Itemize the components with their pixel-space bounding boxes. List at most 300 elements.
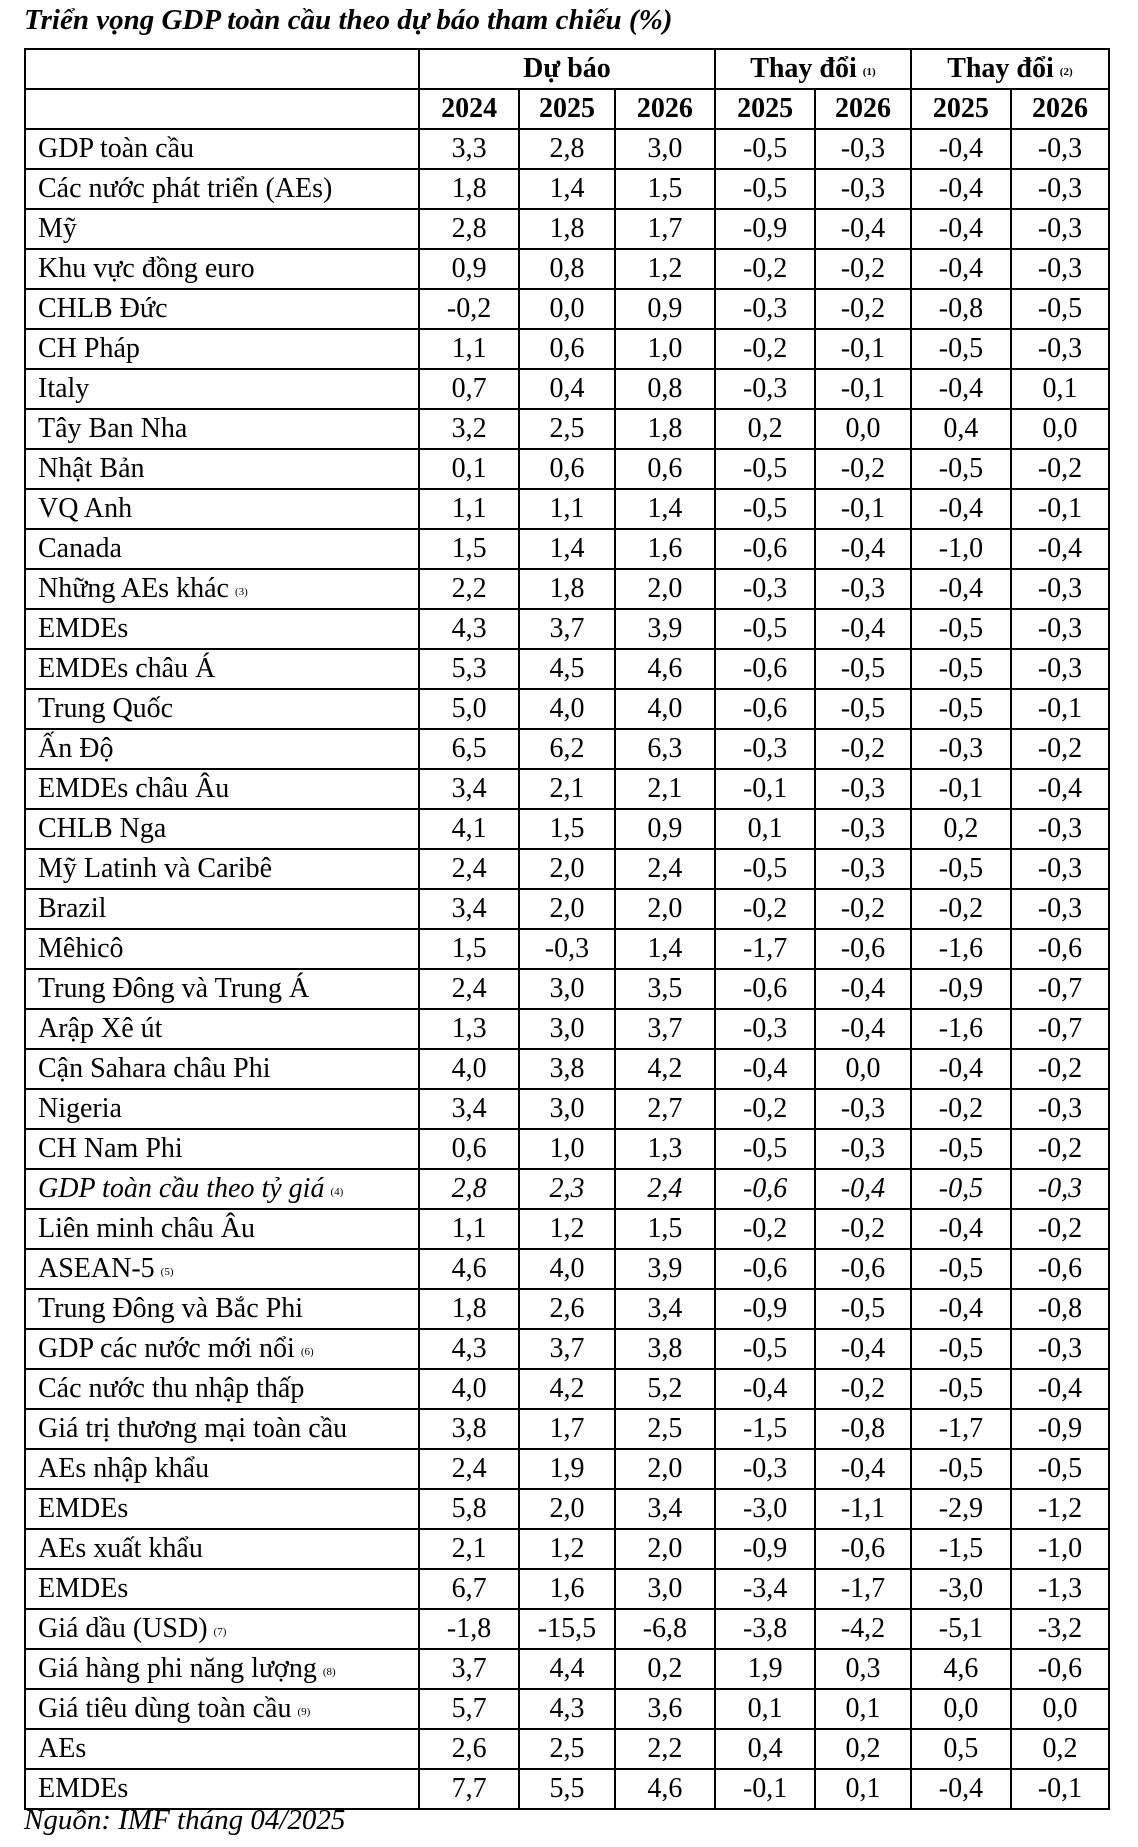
value-cell: 4,3 (419, 609, 519, 649)
value-cell: -0,2 (815, 289, 911, 329)
value-cell: -1,7 (911, 1409, 1011, 1449)
value-cell: -0,1 (715, 1769, 815, 1809)
row-label-text: Giá hàng phi năng lượng (38, 1653, 317, 1684)
value-cell: 1,1 (419, 489, 519, 529)
value-cell: 0,3 (815, 1649, 911, 1689)
value-cell: 1,8 (419, 169, 519, 209)
value-cell: -0,2 (1011, 729, 1109, 769)
table-row (25, 129, 1109, 169)
value-cell: -4,2 (815, 1609, 911, 1649)
value-cell: 1,9 (715, 1649, 815, 1689)
row-label-text: GDP toàn cầu theo tỷ giá (38, 1173, 325, 1204)
value-cell: -0,3 (815, 569, 911, 609)
header-year-row (25, 89, 1109, 129)
value-cell: 1,2 (519, 1209, 615, 1249)
table-row (25, 849, 1109, 889)
value-cell: -0,3 (815, 849, 911, 889)
table-row (25, 1729, 1109, 1769)
value-cell: -0,5 (715, 489, 815, 529)
row-label-text: Brazil (38, 893, 107, 924)
value-cell: -0,4 (1011, 1369, 1109, 1409)
table-row (25, 1249, 1109, 1289)
value-cell: 5,2 (615, 1369, 715, 1409)
table-row (25, 329, 1109, 369)
value-cell: 6,3 (615, 729, 715, 769)
value-cell: -1,0 (911, 529, 1011, 569)
value-cell: 3,7 (519, 1329, 615, 1369)
header-year: 2024 (419, 89, 519, 129)
value-cell: -1,7 (715, 929, 815, 969)
value-cell: 4,2 (615, 1049, 715, 1089)
header-group-label: Dự báo (523, 53, 611, 84)
value-cell: -0,4 (1011, 769, 1109, 809)
value-cell: -0,6 (715, 1249, 815, 1289)
value-cell: 3,9 (615, 1249, 715, 1289)
value-cell: -0,5 (715, 129, 815, 169)
row-label (25, 649, 419, 689)
value-cell: -0,3 (1011, 1089, 1109, 1129)
value-cell: 0,7 (419, 369, 519, 409)
header-year: 2026 (615, 89, 715, 129)
table-row (25, 449, 1109, 489)
value-cell: -0,6 (1011, 1249, 1109, 1289)
value-cell: -0,4 (911, 209, 1011, 249)
table-row (25, 1609, 1109, 1649)
value-cell: 0,4 (519, 369, 615, 409)
value-cell: -0,4 (815, 1169, 911, 1209)
value-cell: -0,2 (911, 1089, 1011, 1129)
value-cell: 0,0 (1011, 409, 1109, 449)
value-cell: 3,0 (519, 1089, 615, 1129)
value-cell: -0,7 (1011, 1009, 1109, 1049)
footnote-marker: (9) (297, 1706, 311, 1718)
table-row (25, 889, 1109, 929)
value-cell: 1,3 (419, 1009, 519, 1049)
row-label (25, 1049, 419, 1089)
value-cell: -1,1 (815, 1489, 911, 1529)
row-label (25, 529, 419, 569)
value-cell: -1,8 (419, 1609, 519, 1649)
table-row (25, 249, 1109, 289)
value-cell: -0,4 (911, 1289, 1011, 1329)
value-cell: 1,1 (519, 489, 615, 529)
table-row (25, 689, 1109, 729)
value-cell: 2,0 (519, 1489, 615, 1529)
value-cell: 5,8 (419, 1489, 519, 1529)
value-cell: -0,4 (815, 1329, 911, 1369)
row-label (25, 1329, 419, 1369)
table-row (25, 1049, 1109, 1089)
value-cell: -0,4 (911, 1769, 1011, 1809)
value-cell: 2,5 (615, 1409, 715, 1449)
table-row (25, 1009, 1109, 1049)
value-cell: 0,9 (615, 809, 715, 849)
value-cell: 0,2 (715, 409, 815, 449)
value-cell: -0,4 (815, 529, 911, 569)
value-cell: -0,2 (815, 889, 911, 929)
value-cell: -0,3 (519, 929, 615, 969)
value-cell: -0,5 (911, 1369, 1011, 1409)
table-row (25, 809, 1109, 849)
value-cell: -0,5 (911, 1129, 1011, 1169)
footnote-marker: (6) (300, 1346, 314, 1358)
gdp-outlook-table (24, 48, 1110, 1810)
value-cell: -0,2 (815, 729, 911, 769)
value-cell: -0,2 (1011, 1129, 1109, 1169)
value-cell: -0,5 (911, 609, 1011, 649)
value-cell: -0,3 (815, 1129, 911, 1169)
value-cell: -1,0 (1011, 1529, 1109, 1569)
value-cell: 3,7 (615, 1009, 715, 1049)
value-cell: -0,4 (911, 1049, 1011, 1089)
value-cell: 2,0 (519, 849, 615, 889)
value-cell: -1,3 (1011, 1569, 1109, 1609)
value-cell: 2,0 (615, 889, 715, 929)
value-cell: -0,2 (815, 1209, 911, 1249)
value-cell: 4,6 (615, 649, 715, 689)
value-cell: 0,2 (911, 809, 1011, 849)
row-label-text: Giá trị thương mại toàn cầu (38, 1413, 348, 1444)
value-cell: 0,0 (911, 1689, 1011, 1729)
row-label-text: EMDEs (38, 1573, 129, 1604)
footnote-marker: (2) (1059, 66, 1073, 78)
value-cell: 4,2 (519, 1369, 615, 1409)
row-label-text: Mỹ (38, 213, 77, 244)
value-cell: 0,4 (911, 409, 1011, 449)
value-cell: 2,4 (419, 1449, 519, 1489)
row-label-text: Khu vực đồng euro (38, 253, 255, 284)
value-cell: -0,9 (911, 969, 1011, 1009)
value-cell: 0,1 (715, 809, 815, 849)
row-label-text: Trung Đông và Bắc Phi (38, 1293, 303, 1324)
value-cell: -0,9 (715, 209, 815, 249)
value-cell: -0,1 (815, 369, 911, 409)
value-cell: 1,8 (419, 1289, 519, 1329)
value-cell: -0,1 (911, 769, 1011, 809)
value-cell: 1,6 (519, 1569, 615, 1609)
value-cell: -0,6 (1011, 1649, 1109, 1689)
row-label (25, 1529, 419, 1569)
value-cell: -0,3 (815, 1089, 911, 1129)
value-cell: -0,5 (911, 329, 1011, 369)
table-row (25, 1569, 1109, 1609)
value-cell: -0,8 (911, 289, 1011, 329)
value-cell: 2,1 (419, 1529, 519, 1569)
table-row (25, 1289, 1109, 1329)
value-cell: 4,0 (419, 1049, 519, 1089)
value-cell: 5,0 (419, 689, 519, 729)
value-cell: 4,0 (419, 1369, 519, 1409)
value-cell: 2,0 (519, 889, 615, 929)
value-cell: 2,2 (615, 1729, 715, 1769)
row-label (25, 1169, 419, 1209)
value-cell: -0,7 (1011, 969, 1109, 1009)
value-cell: -0,5 (715, 609, 815, 649)
value-cell: 1,1 (419, 329, 519, 369)
value-cell: 1,5 (419, 529, 519, 569)
value-cell: 2,2 (419, 569, 519, 609)
value-cell: -0,4 (815, 209, 911, 249)
header-group-row (25, 49, 1109, 89)
value-cell: -0,3 (1011, 609, 1109, 649)
value-cell: 3,4 (419, 889, 519, 929)
table-row (25, 169, 1109, 209)
header-group-change-2 (911, 49, 1109, 89)
value-cell: 3,0 (519, 969, 615, 1009)
value-cell: 7,7 (419, 1769, 519, 1809)
value-cell: 2,4 (615, 849, 715, 889)
value-cell: -0,1 (715, 769, 815, 809)
value-cell: -0,4 (911, 1209, 1011, 1249)
row-label-text: Mỹ Latinh và Caribê (38, 853, 273, 884)
table-row (25, 1129, 1109, 1169)
row-label (25, 1449, 419, 1489)
value-cell: -0,1 (1011, 689, 1109, 729)
value-cell: -0,5 (715, 1329, 815, 1369)
value-cell: -0,2 (911, 889, 1011, 929)
value-cell: -0,5 (715, 169, 815, 209)
value-cell: 3,2 (419, 409, 519, 449)
value-cell: -0,3 (715, 369, 815, 409)
footnote-marker: (5) (160, 1266, 174, 1278)
row-label (25, 1369, 419, 1409)
row-label-text: CHLB Nga (38, 813, 167, 844)
value-cell: 0,1 (715, 1689, 815, 1729)
value-cell: 4,0 (519, 689, 615, 729)
value-cell: 3,4 (419, 1089, 519, 1129)
value-cell: 1,7 (519, 1409, 615, 1449)
value-cell: 1,5 (615, 169, 715, 209)
value-cell: 5,3 (419, 649, 519, 689)
row-label-text: Nhật Bản (38, 453, 145, 484)
value-cell: -0,5 (911, 449, 1011, 489)
value-cell: -0,4 (815, 1449, 911, 1489)
value-cell: -0,8 (1011, 1289, 1109, 1329)
table-row (25, 529, 1109, 569)
table-row (25, 1409, 1109, 1449)
value-cell: -1,6 (911, 929, 1011, 969)
row-label-text: Cận Sahara châu Phi (38, 1053, 271, 1084)
value-cell: -0,3 (715, 729, 815, 769)
value-cell: 4,3 (419, 1329, 519, 1369)
table-row (25, 209, 1109, 249)
value-cell: -0,5 (815, 649, 911, 689)
table-row (25, 289, 1109, 329)
row-label-text: CH Nam Phi (38, 1133, 183, 1164)
source-note: Nguồn: IMF tháng 04/2025 (24, 1804, 346, 1836)
table-row (25, 1689, 1109, 1729)
value-cell: 5,5 (519, 1769, 615, 1809)
row-label (25, 689, 419, 729)
value-cell: -0,6 (815, 1249, 911, 1289)
value-cell: -0,5 (815, 1289, 911, 1329)
value-cell: 2,3 (519, 1169, 615, 1209)
value-cell: -0,9 (1011, 1409, 1109, 1449)
value-cell: 0,0 (519, 289, 615, 329)
value-cell: 0,2 (615, 1649, 715, 1689)
row-label (25, 1609, 419, 1649)
value-cell: -0,2 (715, 1209, 815, 1249)
value-cell: 3,8 (519, 1049, 615, 1089)
row-label (25, 1009, 419, 1049)
value-cell: -0,4 (815, 1009, 911, 1049)
value-cell: 0,0 (815, 1049, 911, 1089)
value-cell: 4,5 (519, 649, 615, 689)
row-label (25, 489, 419, 529)
value-cell: -1,2 (1011, 1489, 1109, 1529)
row-label-text: GDP toàn cầu (38, 133, 195, 164)
value-cell: 4,6 (419, 1249, 519, 1289)
row-label-text: VQ Anh (38, 493, 133, 524)
value-cell: -0,6 (715, 689, 815, 729)
value-cell: 0,9 (615, 289, 715, 329)
footnote-marker: (4) (330, 1186, 344, 1198)
value-cell: -3,0 (911, 1569, 1011, 1609)
value-cell: -0,2 (715, 249, 815, 289)
value-cell: -0,3 (815, 809, 911, 849)
row-label (25, 249, 419, 289)
value-cell: 1,6 (615, 529, 715, 569)
value-cell: 1,5 (519, 809, 615, 849)
value-cell: -0,2 (815, 1369, 911, 1409)
row-label (25, 1249, 419, 1289)
value-cell: -0,5 (911, 649, 1011, 689)
value-cell: -0,6 (715, 529, 815, 569)
table-row (25, 609, 1109, 649)
row-label (25, 1649, 419, 1689)
value-cell: 2,4 (615, 1169, 715, 1209)
table-row (25, 1329, 1109, 1369)
table-row (25, 649, 1109, 689)
row-label (25, 289, 419, 329)
value-cell: 2,4 (419, 969, 519, 1009)
row-label-text: Ấn Độ (38, 733, 114, 764)
value-cell: 4,4 (519, 1649, 615, 1689)
value-cell: 0,6 (419, 1129, 519, 1169)
value-cell: 1,8 (615, 409, 715, 449)
value-cell: -1,5 (911, 1529, 1011, 1569)
value-cell: -0,4 (911, 129, 1011, 169)
value-cell: -0,6 (1011, 929, 1109, 969)
value-cell: 0,0 (815, 409, 911, 449)
value-cell: 3,4 (615, 1489, 715, 1529)
value-cell: 2,6 (519, 1289, 615, 1329)
row-label-text: EMDEs châu Âu (38, 773, 230, 804)
row-label-text: EMDEs (38, 613, 129, 644)
header-year: 2026 (815, 89, 911, 129)
value-cell: -0,2 (1011, 449, 1109, 489)
value-cell: 5,7 (419, 1689, 519, 1729)
value-cell: 0,6 (519, 449, 615, 489)
value-cell: 2,4 (419, 849, 519, 889)
value-cell: 0,0 (1011, 1689, 1109, 1729)
value-cell: -0,3 (715, 289, 815, 329)
value-cell: 4,0 (519, 1249, 615, 1289)
value-cell: 0,1 (815, 1689, 911, 1729)
value-cell: -3,2 (1011, 1609, 1109, 1649)
value-cell: 1,5 (615, 1209, 715, 1249)
value-cell: 1,2 (519, 1529, 615, 1569)
header-group-label: Thay đổi (750, 53, 857, 84)
value-cell: 1,0 (519, 1129, 615, 1169)
row-label (25, 1689, 419, 1729)
table-row (25, 369, 1109, 409)
value-cell: -0,3 (815, 769, 911, 809)
value-cell: 1,4 (615, 929, 715, 969)
value-cell: 2,5 (519, 409, 615, 449)
row-label-text: GDP các nước mới nổi (38, 1333, 295, 1364)
row-label (25, 169, 419, 209)
value-cell: 0,1 (1011, 369, 1109, 409)
footnote-marker: (1) (862, 66, 876, 78)
value-cell: -0,6 (715, 1169, 815, 1209)
row-label-text: Liên minh châu Âu (38, 1213, 255, 1244)
value-cell: -0,3 (1011, 169, 1109, 209)
value-cell: -0,1 (815, 489, 911, 529)
value-cell: -0,3 (1011, 649, 1109, 689)
value-cell: -0,9 (715, 1289, 815, 1329)
row-label-text: EMDEs (38, 1773, 129, 1804)
value-cell: 2,7 (615, 1089, 715, 1129)
value-cell: -0,3 (715, 569, 815, 609)
value-cell: -0,3 (815, 169, 911, 209)
row-label-text: AEs nhập khẩu (38, 1453, 210, 1484)
row-label (25, 1409, 419, 1449)
value-cell: -0,3 (1011, 1169, 1109, 1209)
value-cell: -0,3 (1011, 129, 1109, 169)
row-label (25, 1129, 419, 1169)
row-label (25, 1209, 419, 1249)
value-cell: 1,2 (615, 249, 715, 289)
value-cell: -0,3 (1011, 249, 1109, 289)
value-cell: -0,2 (715, 1089, 815, 1129)
value-cell: -0,5 (815, 689, 911, 729)
value-cell: 2,8 (419, 209, 519, 249)
value-cell: -0,4 (911, 249, 1011, 289)
footnote-marker: (8) (322, 1666, 336, 1678)
value-cell: -0,2 (715, 889, 815, 929)
table-body (25, 129, 1109, 1809)
value-cell: -0,5 (911, 1169, 1011, 1209)
value-cell: -6,8 (615, 1609, 715, 1649)
value-cell: 0,4 (715, 1729, 815, 1769)
value-cell: 1,5 (419, 929, 519, 969)
value-cell: 1,9 (519, 1449, 615, 1489)
value-cell: 1,7 (615, 209, 715, 249)
row-label-text: Giá dầu (USD) (38, 1613, 208, 1644)
value-cell: 3,3 (419, 129, 519, 169)
row-label-text: Trung Đông và Trung Á (38, 973, 310, 1004)
row-label-text: Các nước phát triển (AEs) (38, 173, 333, 204)
value-cell: 1,3 (615, 1129, 715, 1169)
table-row (25, 1649, 1109, 1689)
value-cell: -0,5 (911, 849, 1011, 889)
header-year: 2025 (519, 89, 615, 129)
table-row (25, 929, 1109, 969)
table-row (25, 1769, 1109, 1809)
row-label (25, 1729, 419, 1769)
value-cell: 1,0 (615, 329, 715, 369)
value-cell: -0,4 (715, 1049, 815, 1089)
row-label (25, 929, 419, 969)
row-label-text: Nigeria (38, 1093, 122, 1124)
row-label-text: AEs xuất khẩu (38, 1533, 203, 1564)
value-cell: 2,8 (519, 129, 615, 169)
row-label-text: Italy (38, 373, 90, 404)
value-cell: -0,2 (815, 449, 911, 489)
value-cell: 0,6 (519, 329, 615, 369)
value-cell: -0,4 (911, 489, 1011, 529)
